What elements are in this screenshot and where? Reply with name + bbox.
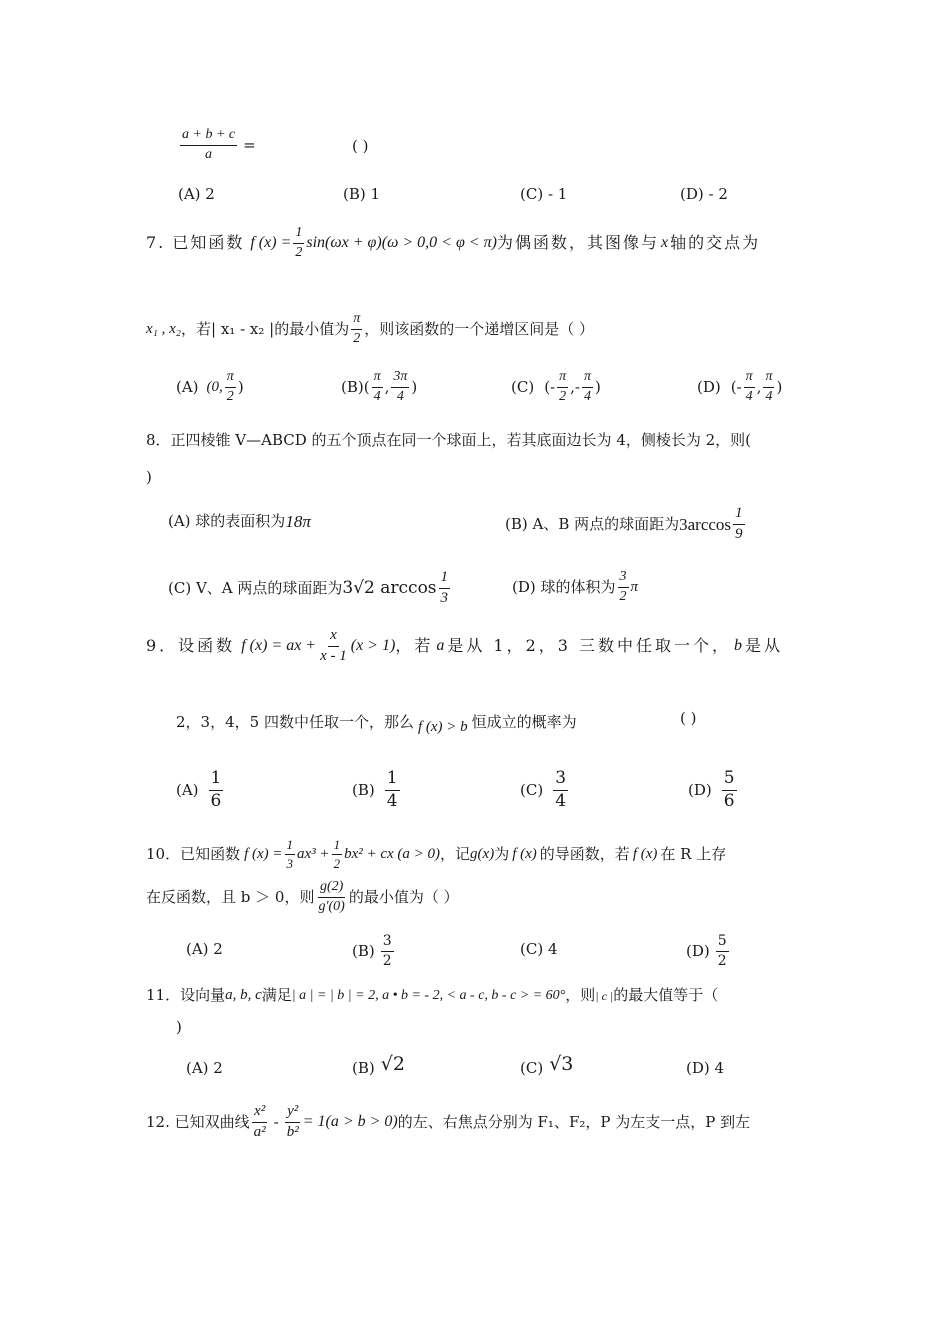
q6-option-a: (A) 2 <box>178 185 215 203</box>
q9-b-num: 1 <box>385 770 400 791</box>
q8-option-b <box>505 506 747 543</box>
q7-b-num1: π <box>372 370 383 388</box>
q11-cond: | a | = | b | = 2, a • b = - 2, < a - c, b - c > = 60° <box>291 987 566 1003</box>
q8-a-text: (A) 球的表面积为 <box>168 512 286 530</box>
q8-b-val: 3arccos <box>679 514 732 534</box>
q10-line2-text: 在反函数，且 b ＞ 0，则 <box>146 887 315 906</box>
q8-d-end: π <box>630 578 639 595</box>
q10-fx2: f (x) <box>512 845 537 862</box>
q11-absc: | c | <box>595 988 614 1003</box>
q7-option-c: (C) (- $\frac{\pi}{2}$ ,- $\frac{\pi}{4}$ ) <box>511 369 601 404</box>
q9-option-b <box>352 770 402 811</box>
q8-option-c <box>168 570 452 607</box>
q11-option-b <box>352 1053 405 1076</box>
q9-ineq: f (x) > b <box>417 719 468 735</box>
q10-t1: ax³ + <box>297 845 330 862</box>
q8-line2: ) <box>146 468 152 486</box>
q9-a: a <box>436 637 445 655</box>
q8-d-text: (D) 球的体积为 <box>512 577 616 596</box>
q12-y-num: y² <box>285 1104 300 1123</box>
q9-d-den: 6 <box>723 790 735 811</box>
q9-line2-text: 2，3，4，5 四数中任取一个，那么 <box>176 713 414 731</box>
q10-mid: ，记 <box>440 844 471 863</box>
q7-a-open: (0, <box>206 378 223 395</box>
q7-d-den1: 4 <box>745 388 753 404</box>
q9-fx: f (x) = ax + <box>241 637 317 655</box>
q9-option-d <box>688 770 739 811</box>
q11-line2: ) <box>176 1018 182 1036</box>
q6-option-b: (B) 1 <box>343 185 381 203</box>
q9-d-num: 5 <box>722 770 737 791</box>
q12-x-den: a² <box>253 1123 266 1140</box>
q7-option-d: (D) (- $\frac{\pi}{4}$ , $\frac{\pi}{4}$ ) <box>697 369 783 404</box>
q6-option-d: (D) - 2 <box>680 185 728 203</box>
q8-d-num: 3 <box>618 570 629 588</box>
q9-prefix: 9．设函数 <box>146 636 236 656</box>
q10-mid2: 为 <box>494 844 510 863</box>
q12-y-den: b² <box>286 1123 299 1140</box>
q10-gx: g(x) <box>470 845 495 862</box>
q10-d-num: 5 <box>716 934 729 952</box>
q11-mid: 满足 <box>261 986 292 1004</box>
q7-line2 <box>146 312 594 346</box>
q9-a-num: 1 <box>209 770 224 791</box>
q10-option-d <box>686 934 731 968</box>
q12-prefix: 12. 已知双曲线 <box>146 1112 250 1131</box>
q8-b-num: 1 <box>733 506 745 525</box>
q12-minus: - <box>273 1112 279 1131</box>
q7-mid: ，若| x₁ - x₂ |的最小值为 <box>181 319 350 338</box>
q7-d-num2: π <box>763 370 774 388</box>
q7-b-den2: 4 <box>396 388 404 404</box>
q9-line1 <box>146 628 783 665</box>
q12-end: 的左、右焦点分别为 F₁、F₂，P 为左支一点，P 到左 <box>397 1112 751 1131</box>
q11-c-sqrt3: √3 <box>549 1053 574 1075</box>
q11-prefix: 11．设向量 <box>146 986 226 1004</box>
q7-line2-end: ，则该函数的一个递增区间是（ ） <box>364 319 594 338</box>
q7-b-label: (B) <box>341 377 364 396</box>
q10-option-a: (A) 2 <box>186 940 223 958</box>
q7-suffix: 为偶函数，其图像与 <box>496 233 659 253</box>
q7-d-den2: 4 <box>765 388 773 404</box>
q12-x-num: x² <box>252 1104 267 1123</box>
q10-line1 <box>146 838 726 870</box>
q10-frac-den: g′(0) <box>318 898 345 914</box>
q9-c-label: (C) <box>520 780 544 799</box>
q10-t1-den: 3 <box>286 855 294 871</box>
q11-mid2: ，则 <box>565 986 596 1004</box>
q7-prefix: 7. 已知函数 <box>146 233 245 253</box>
q11-end: 的最大值等于（ <box>613 986 719 1004</box>
q6-eq: = <box>243 135 256 154</box>
q7-a-close: ) <box>237 377 244 396</box>
q11-b-label: (B) <box>352 1059 375 1077</box>
q10-end: 在 R 上存 <box>660 844 727 863</box>
q9-cond: (x > 1) <box>350 637 396 655</box>
q10-frac-num: g(2) <box>318 880 345 898</box>
q8-b-den: 9 <box>735 525 743 542</box>
q7-end: 轴的交点为 <box>670 233 761 253</box>
q11-c-label: (C) <box>520 1059 544 1077</box>
q12-line1 <box>146 1104 750 1141</box>
q8-option-a <box>168 513 311 530</box>
q9-a-den: 6 <box>210 790 222 811</box>
q9-d-label: (D) <box>688 780 712 799</box>
q8-d-den: 2 <box>619 588 627 604</box>
q9-b-label: (B) <box>352 780 375 799</box>
q10-line2-end: 的最小值为（ ） <box>348 887 459 906</box>
q11-option-d: (D) 4 <box>686 1059 725 1077</box>
q11-b-sqrt2: √2 <box>380 1053 405 1075</box>
q10-b-label: (B) <box>352 941 375 960</box>
q9-c-num: 3 <box>553 770 568 791</box>
q9-mid2: 是从 1，2，3 三数中任取一个， <box>447 636 732 656</box>
q11-vecs: a, b, c <box>225 987 262 1003</box>
q9-b: b <box>734 637 743 655</box>
q7-pi-den: 2 <box>353 330 361 346</box>
q10-t2: bx² + cx (a > 0) <box>344 845 441 862</box>
q11-option-c <box>520 1053 573 1076</box>
q6-answer-paren: ( ) <box>352 137 369 155</box>
q10-option-c: (C) 4 <box>520 940 558 958</box>
q11-line1 <box>146 988 718 1003</box>
q9-line2-end: 恒成立的概率为 <box>471 713 577 731</box>
q6-option-c: (C) - 1 <box>520 185 568 203</box>
q7-c-num1: π <box>557 370 568 388</box>
q9-frac-num: x <box>328 628 339 647</box>
q8-c-den: 3 <box>440 589 449 606</box>
q10-b-num: 3 <box>381 934 394 952</box>
q7-b-den1: 4 <box>373 388 381 404</box>
q10-b-den: 2 <box>382 952 392 969</box>
q10-t1-num: 1 <box>285 838 296 855</box>
q6-fraction-expr <box>178 128 256 162</box>
q11-option-a: (A) 2 <box>186 1059 223 1077</box>
q8-option-d <box>512 570 638 604</box>
q7-c-num2: π <box>582 370 593 388</box>
q7-b-num2: 3π <box>391 370 409 388</box>
q7-a-label: (A) <box>176 377 199 396</box>
q9-end: 是从 <box>745 636 784 656</box>
q9-option-c <box>520 770 570 811</box>
q7-a-den: 2 <box>226 388 234 404</box>
q9-b-den: 4 <box>386 790 398 811</box>
q7-pi-num: π <box>351 312 362 330</box>
q9-line2 <box>176 710 577 735</box>
q12-cond: = 1(a > b > 0) <box>302 1113 398 1131</box>
q10-t2-num: 1 <box>332 838 343 855</box>
q7-d-label: (D) <box>697 377 721 396</box>
q6-frac-den: a <box>205 146 213 162</box>
q9-mid1: ，若 <box>395 636 434 656</box>
q8-c-val: 3√2 arccos <box>342 577 437 598</box>
q8-a-val: 18π <box>285 512 311 531</box>
q8-line1: 8．正四棱锥 V—ABCD 的五个顶点在同一个球面上，若其底面边长为 4，侧棱长为 2，则( <box>146 431 752 449</box>
q9-option-a <box>176 770 225 811</box>
q9-a-label: (A) <box>176 780 199 799</box>
q8-c-text: (C) V、A 两点的球面距为 <box>168 578 343 597</box>
q10-fx: f (x) = <box>244 845 283 862</box>
q7-fx: f (x) = <box>250 234 292 252</box>
q7-c-label: (C) <box>511 377 535 396</box>
q10-line2 <box>146 880 459 914</box>
q7-expr: sin(ωx + φ)(ω > 0,0 < φ < π) <box>306 234 497 252</box>
q7-half-den: 2 <box>295 244 303 260</box>
q7-vars: x₁ , x₂ <box>146 320 181 337</box>
q7-option-b: (B) ( $\frac{\pi}{4}$ , $\frac{3\pi}{4}$ ) <box>341 369 418 404</box>
q6-frac-num: a + b + c <box>180 128 237 146</box>
q10-option-b <box>352 934 396 968</box>
q7-d-num1: π <box>744 370 755 388</box>
q10-d-den: 2 <box>717 952 727 969</box>
q7-x-axis: x <box>660 234 669 252</box>
q7-c-den2: 4 <box>583 388 591 404</box>
q9-answer-paren: ( ) <box>680 709 697 727</box>
q7-line1 <box>146 226 760 260</box>
q10-prefix: 10．已知函数 <box>146 844 241 863</box>
q10-d-label: (D) <box>686 941 710 960</box>
q8-c-num: 1 <box>439 570 451 589</box>
q7-option-a <box>176 370 244 404</box>
q10-mid3: 的导函数，若 <box>539 844 630 863</box>
q10-fx3: f (x) <box>632 845 658 862</box>
q7-c-den1: 2 <box>559 388 567 404</box>
q8-b-text: (B) A、B 两点的球面距为 <box>505 514 680 533</box>
q9-frac-den: x - 1 <box>320 647 347 664</box>
q10-t2-den: 2 <box>333 855 341 871</box>
q9-c-den: 4 <box>555 790 567 811</box>
q7-half-num: 1 <box>293 226 304 244</box>
q7-a-num: π <box>225 370 236 388</box>
